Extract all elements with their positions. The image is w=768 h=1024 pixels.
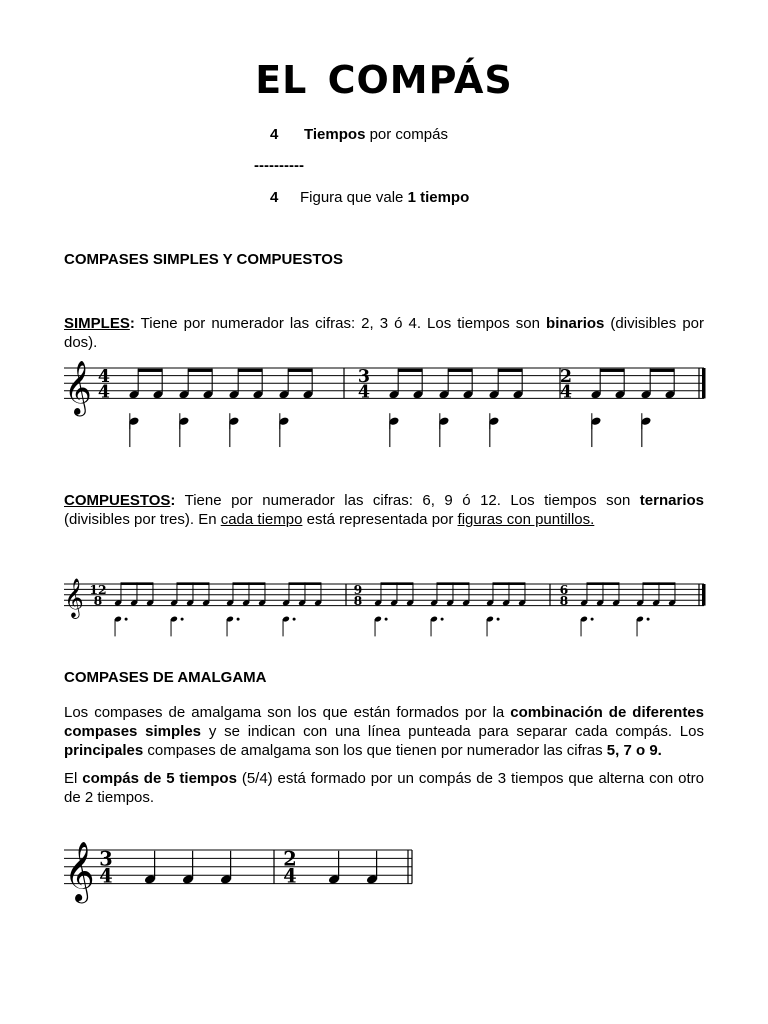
- paragraph-cinco-tiempos: [64, 769, 704, 807]
- note-beam: [138, 369, 162, 372]
- cinco-text-b: (5/4) está formado por un compás de 3 tiempos que alterna con otro de 2 tiempos.: [64, 770, 704, 806]
- compuestos-underline-1: cada tiempo: [220, 511, 303, 528]
- final-barline-thick: [702, 584, 706, 606]
- augmentation-dot: [125, 618, 128, 621]
- simples-bold: binarios: [546, 315, 605, 332]
- amalgama-text-a: Los compases de amalgama son los que están formados por la: [64, 704, 511, 721]
- numerator-label: [304, 126, 448, 143]
- simples-text-a: Tiene por numerador las cifras: 2, 3 ó 4. Los tiempos son: [134, 315, 547, 332]
- note-beam: [448, 369, 472, 372]
- final-barline-thick: [702, 368, 706, 398]
- numerator-label-rest: por compás: [365, 126, 448, 143]
- note-beam: [587, 582, 619, 585]
- note-beam: [493, 582, 525, 585]
- compuestos-bold: ternarios: [639, 492, 704, 509]
- time-signature-numerator: 3: [357, 367, 371, 388]
- note-beam: [437, 582, 469, 585]
- time-signature-denominator: 4: [283, 864, 297, 888]
- heading-amalgama: COMPASES DE AMALGAMA: [64, 669, 267, 686]
- denominator-value: 4: [270, 189, 279, 206]
- note-beam: [289, 582, 321, 585]
- time-signature-numerator: 3: [99, 847, 113, 871]
- time-signature-denominator: 4: [99, 864, 113, 888]
- numerator-label-bold: Tiempos: [304, 126, 366, 143]
- note-beam: [643, 582, 675, 585]
- note-beam: [188, 369, 212, 372]
- amalgama-bold-2: principales: [64, 742, 144, 759]
- time-signature-denominator: 4: [559, 382, 573, 403]
- augmentation-dot: [293, 618, 296, 621]
- note-beam: [233, 582, 265, 585]
- compuestos-text-a: Tiene por numerador las cifras: 6, 9 ó 12. Los tiempos son: [175, 492, 640, 509]
- note-beam: [398, 369, 422, 372]
- time-signature-denominator: 4: [357, 382, 371, 403]
- note-beam: [288, 369, 312, 372]
- note-beam: [600, 369, 624, 372]
- term-compuestos: COMPUESTOS: [64, 492, 171, 509]
- paragraph-compuestos: [64, 491, 704, 529]
- fraction-divider: ----------: [254, 157, 304, 174]
- augmentation-dot: [591, 618, 594, 621]
- heading-simples-compuestos: COMPASES SIMPLES Y COMPUESTOS: [64, 251, 343, 268]
- time-signature-denominator: 8: [353, 592, 363, 608]
- note-beam: [650, 369, 674, 372]
- treble-clef-icon: 𝄞: [64, 359, 92, 415]
- term-simples: SIMPLES: [64, 315, 130, 332]
- treble-clef-icon: 𝄞: [64, 841, 95, 902]
- compuestos-text-b: (divisibles por tres). En: [64, 511, 221, 528]
- augmentation-dot: [441, 618, 444, 621]
- numerator-value: 4: [270, 126, 279, 143]
- page-title: EL COMPÁS: [255, 58, 513, 102]
- note-beam: [238, 369, 262, 372]
- music-staff-simples: [0, 360, 768, 450]
- term-compuestos-colon: :: [170, 492, 176, 509]
- denominator-label-bold: 1 tiempo: [407, 189, 470, 206]
- amalgama-bold-3: 5, 7 o 9.: [606, 742, 662, 759]
- paragraph-amalgama: [64, 703, 704, 760]
- compuestos-text-c: está representada por: [302, 511, 458, 528]
- term-simples-colon: :: [129, 315, 135, 332]
- cinco-text-a: El: [64, 770, 83, 787]
- time-signature-denominator: 8: [93, 592, 103, 608]
- augmentation-dot: [647, 618, 650, 621]
- fraction-denominator: [270, 189, 278, 206]
- denominator-label-pre: Figura que vale: [300, 189, 408, 206]
- time-signature-numerator: 9: [353, 581, 363, 597]
- time-signature-numerator: 4: [97, 367, 111, 388]
- fraction-numerator: [270, 126, 278, 143]
- time-signature-denominator: 4: [97, 382, 111, 403]
- denominator-label: [300, 189, 469, 206]
- music-staff-amalgama: [0, 838, 768, 908]
- time-signature-denominator: 8: [559, 592, 569, 608]
- time-signature-numerator: 12: [89, 581, 107, 597]
- simples-text-b: (divisibles por dos).: [64, 315, 704, 351]
- compuestos-underline-2: figuras con puntillos.: [457, 511, 595, 528]
- note-beam: [121, 582, 153, 585]
- music-staff-compuestos: [0, 570, 768, 630]
- augmentation-dot: [181, 618, 184, 621]
- paragraph-simples: [64, 314, 704, 352]
- amalgama-text-c: compases de amalgama son los que tienen por numerador las cifras: [143, 742, 607, 759]
- amalgama-bold-1: combinación de diferentes compases simples: [64, 704, 704, 740]
- amalgama-text-b: y se indican con una línea punteada para separar cada compás. Los: [201, 723, 704, 740]
- augmentation-dot: [497, 618, 500, 621]
- time-signature-numerator: 2: [283, 847, 297, 871]
- cinco-bold: compás de 5 tiempos: [82, 770, 237, 787]
- time-signature-numerator: 6: [559, 581, 569, 597]
- treble-clef-icon: 𝄞: [64, 577, 84, 617]
- note-beam: [498, 369, 522, 372]
- time-signature-numerator: 2: [559, 367, 573, 388]
- augmentation-dot: [237, 618, 240, 621]
- augmentation-dot: [385, 618, 388, 621]
- note-beam: [381, 582, 413, 585]
- note-beam: [177, 582, 209, 585]
